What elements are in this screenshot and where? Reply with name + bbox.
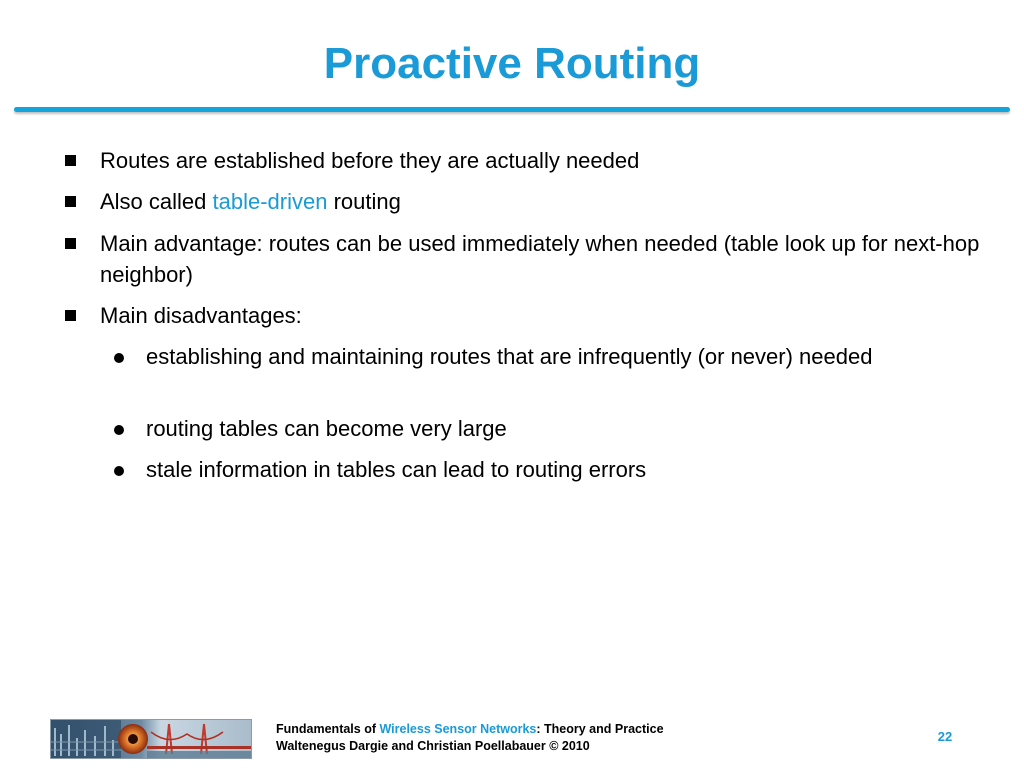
title-divider bbox=[14, 107, 1010, 112]
highlight-term: table-driven bbox=[212, 189, 328, 214]
square-bullet-icon bbox=[65, 155, 76, 166]
footer-citation bbox=[276, 721, 664, 755]
footer-line-2: Waltenegus Dargie and Christian Poellabauer © 2010 bbox=[276, 739, 590, 753]
round-bullet-icon bbox=[114, 466, 124, 476]
sub-bullet-item: stale information in tables can lead to routing errors bbox=[146, 454, 936, 485]
square-bullet-icon bbox=[65, 238, 76, 249]
book-cover-strip-icon bbox=[50, 719, 252, 759]
round-bullet-icon bbox=[114, 425, 124, 435]
sub-bullet-item: establishing and maintaining routes that are infrequently (or never) needed bbox=[146, 341, 936, 372]
bullet-item: Also called table-driven routing bbox=[100, 186, 980, 217]
bullet-item: Main advantage: routes can be used immediately when needed (table look up for next-hop neighbor) bbox=[100, 228, 980, 290]
bullet-item: Main disadvantages: bbox=[100, 300, 980, 331]
square-bullet-icon bbox=[65, 196, 76, 207]
footer-line-1: Fundamentals of Wireless Sensor Networks: Theory and Practice bbox=[276, 722, 664, 736]
sub-bullet-item: routing tables can become very large bbox=[146, 413, 936, 444]
square-bullet-icon bbox=[65, 310, 76, 321]
round-bullet-icon bbox=[114, 353, 124, 363]
page-number: 22 bbox=[937, 729, 953, 744]
bullet-item: Routes are established before they are actually needed bbox=[100, 145, 980, 176]
slide-title: Proactive Routing bbox=[323, 39, 701, 88]
footer-book-title: Wireless Sensor Networks bbox=[379, 722, 537, 736]
